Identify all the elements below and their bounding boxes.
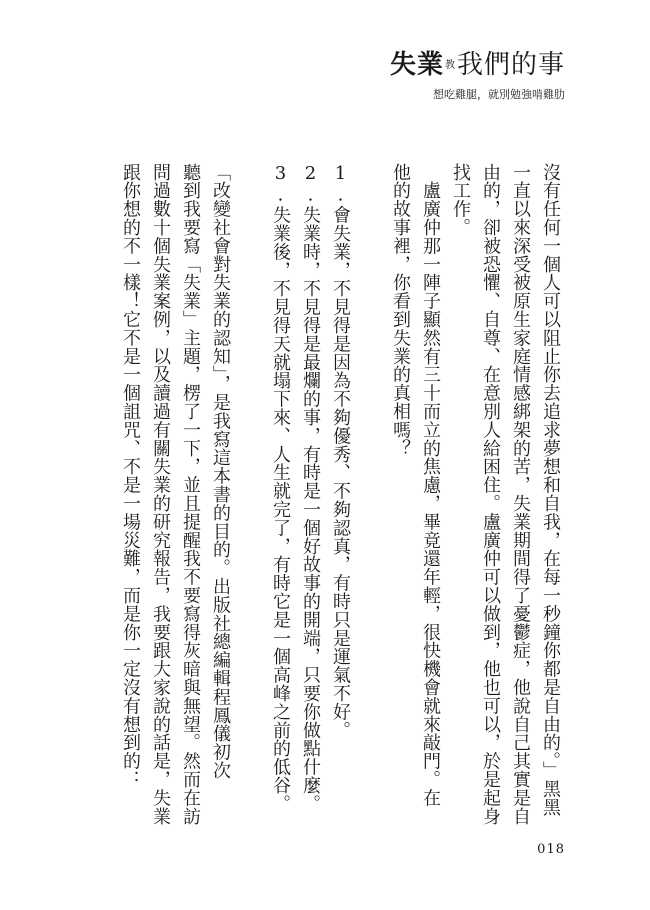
blank-column (355, 163, 385, 823)
text-column: 盧廣仲那一陣子顯然有三十而立的焦慮，畢竟還年輕，很快機會就來敲門。在 (420, 163, 441, 807)
text-column: 沒有任何一個人可以阻止你去追求夢想和自我，在每一秒鐘你都是自由的。」黑黑 (540, 163, 561, 817)
text-column: 一直以來深受被原生家庭情感綁架的苦，失業期間得了憂鬱症，他說自己其實是自 (510, 163, 531, 826)
page-number: 018 (537, 842, 565, 857)
book-title-main: 失業 (389, 50, 444, 80)
text-column: 「改變社會對失業的認知」，是我寫這本書的目的。出版社總編輯程鳳儀初次 (210, 163, 231, 780)
list-item-1: 1.會失業，不見得是因為不夠優秀、不夠認真，有時只是運氣不好。 (330, 163, 351, 740)
list-item-2: 2.失業時，不見得是最爛的事，有時是一個好故事的開端，只要你做點什麼。 (300, 163, 321, 813)
text-column: 由的，卻被恐懼、自尊、在意別人給困住。盧廣仲可以做到，他也可以，於是起身 (480, 163, 501, 826)
book-subtitle: 想吃雞腿，就別勉強啃雞肋 (433, 88, 565, 101)
blank-column (235, 163, 265, 823)
list-item-3: 3.失業後，不見得天就塌下來、人生就完了，有時它是一個高峰之前的低谷。 (270, 163, 291, 813)
text-column: 找工作。 (450, 163, 471, 237)
book-title-rest: 我們的事 (456, 50, 565, 80)
text-column: 問過數十個失業案例，以及讀過有關失業的研究報告，我要跟大家說的話是，失業 (150, 163, 171, 826)
text-column: 他的故事裡，你看到失業的真相嗎？ (390, 163, 411, 458)
text-column: 跟你想的不一樣！它不是一個詛咒、不是一場災難，而是你一定沒有想到的： (120, 163, 141, 789)
book-title-small-char: 教 (444, 60, 456, 71)
book-title (390, 52, 565, 78)
text-column: 聽到我要寫「失業」主題，楞了一下，並且提醒我不要寫得灰暗與無望。然而在訪 (180, 163, 201, 826)
